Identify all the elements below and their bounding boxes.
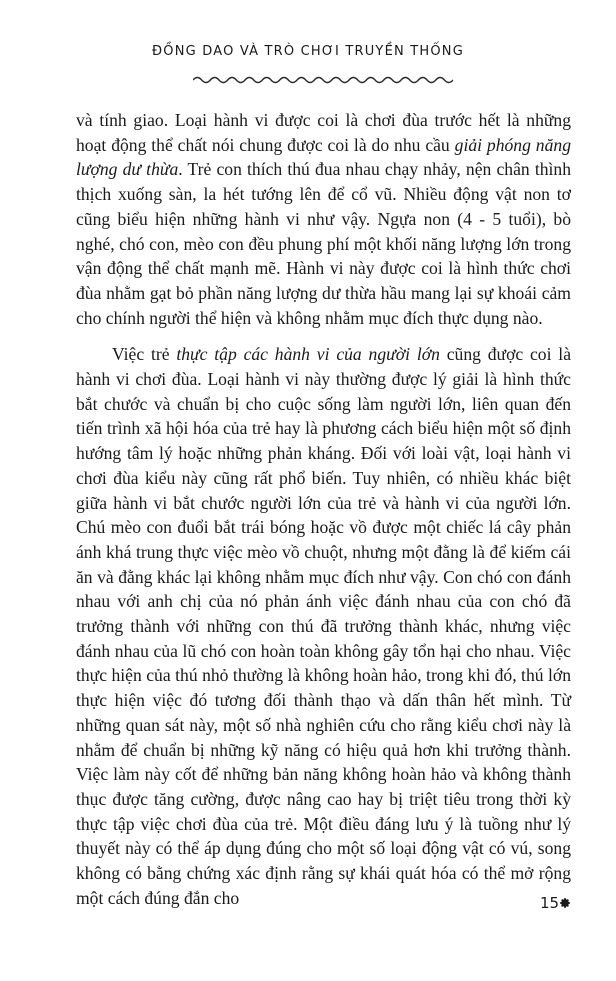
text-segment: Việc trẻ: [112, 344, 177, 365]
page-number-text: 15: [540, 894, 560, 912]
page-number: [540, 894, 570, 912]
text-segment: cũng được coi là hành vi chơi đùa. Loại hành vi này thường được lý giải là hình thức bắt chước và chuẩn bị cho cuộc sống làm người lớn, liên quan đến tiến trình xã hội hóa của trẻ hay là phương cách biểu hiện một số định hướng tâm lý hoặc những phản kháng. Đối với loài vật, loại hành vi chơi đùa kiểu này cũng rất phổ biến. Tuy nhiên, có nhiều khác biệt giữa hành vi bắt chước người lớn của trẻ và hành vi của người lớn. Chú mèo con đuổi bắt trái bóng hoặc vồ được một chiếc lá cây phản ánh khá trung thực việc mèo vồ chuột, nhưng một đằng là để kiếm cái ăn và đằng khác lại không nhằm mục đích như vậy. Con chó con đánh nhau với anh chị của nó phản ánh việc đánh nhau của con chó đã trưởng thành với những con thú đã trưởng thành khác, nhưng việc đánh nhau của lũ chó con hoàn toàn không gây tổn hại cho nhau. Việc thực hiện của thú nhỏ thường là không hoàn hảo, trong khi đó, thú lớn thực hiện việc đó tương đối thành thạo và dấn thân hết mình. Từ những quan sát này, một số nhà nghiên cứu cho rằng kiểu chơi này là nhằm để chuẩn bị những kỹ năng có hiệu quả hơn khi trưởng thành. Việc làm này cốt để những bản năng không hoàn hảo và không thành thục được tăng cường, được nâng cao hay bị triệt tiêu trong thời kỳ thực tập việc chơi đùa của trẻ. Một điều đáng lưu ý là tuồng như lý thuyết này có thể áp dụng đúng cho một số loại động vật có vú, song không có bằng chứng xác định rằng sự khái quát hóa có thể mở rộng một cách đúng đắn cho: [76, 344, 572, 908]
paragraph-2: [76, 342, 571, 910]
text-segment: . Trẻ con thích thú đua nhau chạy nhảy, nện chân thình thịch xuống sàn, la hét tướng lên để cổ vũ. Nhiều động vật non tơ cũng biểu hiện những hành vi như vậy. Ngựa non (4 - 5 tuổi), bò nghé, chó con, mèo con đều phung phí một khối năng lượng lớn trong vận động thể chất mạnh mẽ. Hành vi này được coi là hình thức chơi đùa nhằm gạt bỏ phần năng lượng dư thừa hầu mang lại sự khoái cảm cho chính người thể hiện và không nhằm mục đích thực dụng nào.: [76, 159, 571, 328]
text-segment: và tính giao. Loại hành vi được coi là chơi đùa trước hết là những hoạt động thể chất nói chung được coi là do nhu cầu: [76, 110, 571, 155]
body-text: [76, 108, 571, 911]
italic-segment: giải phóng năng lượng dư thừa: [76, 134, 571, 180]
flower-bullet-icon: [560, 898, 570, 908]
paragraph-1: [76, 108, 571, 330]
running-header-title: ĐỒNG DAO VÀ TRÒ CHƠI TRUYỀN THỐNG: [151, 43, 464, 60]
italic-segment: thực tập các hành vi của người lớn: [176, 344, 440, 365]
wavy-divider-icon: [193, 74, 453, 86]
